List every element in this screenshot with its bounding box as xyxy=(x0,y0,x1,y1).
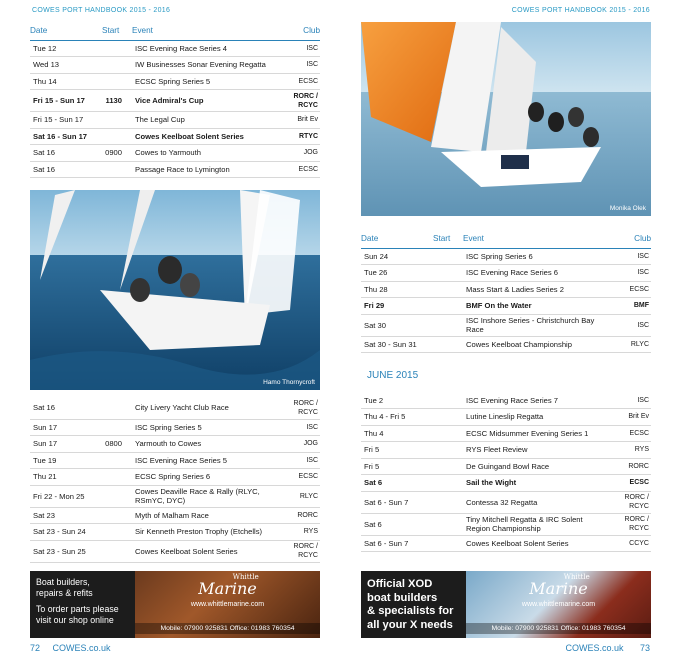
cell-club: Brit Ev xyxy=(276,112,320,129)
table-row xyxy=(30,128,320,145)
cell-club: JOG xyxy=(276,145,320,162)
cell-club: ECSC xyxy=(276,73,320,90)
cell-club: ECSC xyxy=(607,425,651,442)
table-row xyxy=(30,73,320,90)
cell-date: Sat 23 xyxy=(30,507,102,524)
cell-start xyxy=(433,392,463,409)
cell-club: ECSC xyxy=(607,281,651,298)
table-row xyxy=(361,265,651,282)
cell-date: Sat 16 - Sun 17 xyxy=(30,128,102,145)
cell-event: ISC Evening Race Series 5 xyxy=(132,452,276,469)
ad-right-boat-image xyxy=(466,571,651,638)
sailboat-orange-spinnaker-image xyxy=(361,22,651,216)
table-row xyxy=(30,507,320,524)
cell-date: Sun 24 xyxy=(361,248,433,265)
ad-right-website[interactable]: www.whittlemarine.com xyxy=(521,601,596,608)
cell-start xyxy=(102,397,132,419)
sailboat-image xyxy=(30,190,320,390)
table-row xyxy=(361,425,651,442)
cell-date: Thu 4 - Fri 5 xyxy=(361,409,433,426)
cell-date: Tue 12 xyxy=(30,40,102,57)
cell-club: ISC xyxy=(607,248,651,265)
header-event: Event xyxy=(132,22,276,40)
cell-date: Fri 22 - Mon 25 xyxy=(30,485,102,507)
cell-start xyxy=(433,248,463,265)
table-row xyxy=(30,161,320,178)
table-row xyxy=(361,513,651,535)
table-row xyxy=(30,524,320,541)
table-row xyxy=(361,298,651,315)
table-row xyxy=(30,397,320,419)
table-row xyxy=(361,248,651,265)
cell-club: ISC xyxy=(276,419,320,436)
cell-date: Thu 28 xyxy=(361,281,433,298)
cell-start xyxy=(433,535,463,552)
cell-start: 1130 xyxy=(102,90,132,112)
cell-date: Sun 17 xyxy=(30,436,102,453)
cell-club: ISC xyxy=(607,392,651,409)
cell-club: ISC xyxy=(276,40,320,57)
cell-event: BMF On the Water xyxy=(463,298,607,315)
cell-date: Tue 26 xyxy=(361,265,433,282)
table-row xyxy=(30,57,320,74)
cell-club: ISC xyxy=(276,57,320,74)
cell-event: ECSC Spring Series 5 xyxy=(132,73,276,90)
cell-event: RYS Fleet Review xyxy=(463,442,607,459)
running-header-right: COWES PORT HANDBOOK 2015 - 2016 xyxy=(511,7,650,14)
cell-event: ISC Evening Race Series 4 xyxy=(132,40,276,57)
left-column-lower xyxy=(30,397,320,563)
cell-date: Sat 23 - Sun 25 xyxy=(30,540,102,562)
photo-credit-right: Monika Olek xyxy=(609,205,646,212)
page-number-right: 73 xyxy=(639,643,650,653)
cell-event: Cowes Deaville Race & Rally (RLYC, RSmYC, DYC) xyxy=(132,485,276,507)
footer-site-right[interactable]: COWES.co.uk xyxy=(565,643,624,653)
table-row xyxy=(30,485,320,507)
cell-date: Wed 13 xyxy=(30,57,102,74)
table-row xyxy=(30,540,320,562)
table-row xyxy=(361,281,651,298)
table-row xyxy=(361,458,651,475)
cell-start xyxy=(102,507,132,524)
table-row xyxy=(30,452,320,469)
cell-club: RYS xyxy=(276,524,320,541)
cell-event: Passage Race to Lymington xyxy=(132,161,276,178)
cell-start xyxy=(102,485,132,507)
ad-left-website[interactable]: www.whittlemarine.com xyxy=(190,601,265,608)
table-row xyxy=(30,419,320,436)
cell-club: RLYC xyxy=(276,485,320,507)
cell-date: Sat 16 xyxy=(30,397,102,419)
cell-start xyxy=(433,513,463,535)
cell-club: RORC / RCYC xyxy=(276,90,320,112)
cell-club: ISC xyxy=(607,265,651,282)
cell-date: Tue 19 xyxy=(30,452,102,469)
month-heading: JUNE 2015 xyxy=(367,370,419,381)
cell-event: ISC Spring Series 6 xyxy=(463,248,607,265)
cell-club: ECSC xyxy=(276,469,320,486)
cell-date: Thu 21 xyxy=(30,469,102,486)
cell-event: Cowes Keelboat Solent Series xyxy=(132,540,276,562)
ad-right-phones: Mobile: 07900 925831 Office: 01983 760354 xyxy=(466,623,651,634)
cell-start: 0900 xyxy=(102,145,132,162)
cell-club: RORC / RCYC xyxy=(276,540,320,562)
cell-event: The Legal Cup xyxy=(132,112,276,129)
cell-date: Fri 5 xyxy=(361,442,433,459)
table-row xyxy=(30,436,320,453)
header-club-right: Club xyxy=(607,230,651,248)
cell-date: Sun 17 xyxy=(30,419,102,436)
cell-club: RORC xyxy=(607,458,651,475)
cell-start xyxy=(102,128,132,145)
ad-right[interactable] xyxy=(361,571,651,638)
table-row xyxy=(30,145,320,162)
cell-start: 0800 xyxy=(102,436,132,453)
ad-left-text: Boat builders, repairs & refits To order parts please visit our shop online xyxy=(36,577,119,625)
cell-event: Contessa 32 Regatta xyxy=(463,491,607,513)
schedule-table-left-top xyxy=(30,22,320,178)
cell-date: Sat 6 - Sun 7 xyxy=(361,535,433,552)
header-start: Start xyxy=(102,22,132,40)
cell-start xyxy=(433,336,463,353)
cell-date: Tue 2 xyxy=(361,392,433,409)
right-column xyxy=(361,230,651,353)
cell-date: Thu 4 xyxy=(361,425,433,442)
header-start-right: Start xyxy=(433,230,463,248)
cell-club: RYS xyxy=(607,442,651,459)
header-club: Club xyxy=(276,22,320,40)
cell-club: Brit Ev xyxy=(607,409,651,426)
cell-club: RORC / RCYC xyxy=(607,513,651,535)
cell-date: Thu 14 xyxy=(30,73,102,90)
cell-start xyxy=(102,161,132,178)
cell-club: CCYC xyxy=(607,535,651,552)
cell-start xyxy=(102,112,132,129)
cell-event: Cowes Keelboat Solent Series xyxy=(132,128,276,145)
cell-event: De Guingand Bowl Race xyxy=(463,458,607,475)
cell-event: Sail the Wight xyxy=(463,475,607,492)
cell-event: Sir Kenneth Preston Trophy (Etchells) xyxy=(132,524,276,541)
whittle-marine-logo: Whittle Marine xyxy=(198,573,259,598)
table-row xyxy=(361,535,651,552)
cell-date: Sat 16 xyxy=(30,145,102,162)
photo-credit-left: Hamo Thornycroft xyxy=(263,379,315,386)
cell-event: Mass Start & Ladies Series 2 xyxy=(463,281,607,298)
page-number-left: 72 xyxy=(30,643,41,653)
cell-start xyxy=(102,57,132,74)
cell-event: Lutine Lineslip Regatta xyxy=(463,409,607,426)
cell-event: Myth of Malham Race xyxy=(132,507,276,524)
cell-start xyxy=(433,265,463,282)
footer-right xyxy=(565,643,650,653)
ad-right-text: Official XOD boat builders & specialists for all your X needs xyxy=(367,578,454,631)
cell-start xyxy=(433,314,463,336)
cell-event: ECSC Midsummer Evening Series 1 xyxy=(463,425,607,442)
footer-left xyxy=(30,643,111,653)
cell-date: Fri 15 - Sun 17 xyxy=(30,90,102,112)
table-row xyxy=(30,469,320,486)
sailing-photo-left xyxy=(30,190,320,390)
cell-start xyxy=(102,73,132,90)
cell-event: ECSC Spring Series 6 xyxy=(132,469,276,486)
cell-date: Sat 6 xyxy=(361,475,433,492)
cell-club: BMF xyxy=(607,298,651,315)
cell-date: Fri 5 xyxy=(361,458,433,475)
cell-start xyxy=(102,469,132,486)
cell-event: Cowes Keelboat Solent Series xyxy=(463,535,607,552)
cell-date: Sat 16 xyxy=(30,161,102,178)
ad-left-phones: Mobile: 07900 925831 Office: 01983 760354 xyxy=(135,623,320,634)
table-row xyxy=(30,40,320,57)
cell-date: Fri 15 - Sun 17 xyxy=(30,112,102,129)
left-column xyxy=(30,22,320,178)
cell-start xyxy=(433,458,463,475)
cell-club: ECSC xyxy=(276,161,320,178)
cell-start xyxy=(102,419,132,436)
cell-club: RORC / RCYC xyxy=(276,397,320,419)
cell-start xyxy=(433,281,463,298)
table-row xyxy=(30,112,320,129)
table-row xyxy=(361,392,651,409)
cell-date: Sat 23 - Sun 24 xyxy=(30,524,102,541)
cell-event: Yarmouth to Cowes xyxy=(132,436,276,453)
header-date: Date xyxy=(30,22,102,40)
cell-event: Cowes to Yarmouth xyxy=(132,145,276,162)
running-header-left: COWES PORT HANDBOOK 2015 - 2016 xyxy=(32,7,171,14)
cell-event: Vice Admiral's Cup xyxy=(132,90,276,112)
cell-date: Sat 6 - Sun 7 xyxy=(361,491,433,513)
cell-event: ISC Evening Race Series 7 xyxy=(463,392,607,409)
cell-event: ISC Evening Race Series 6 xyxy=(463,265,607,282)
table-row xyxy=(361,491,651,513)
table-row xyxy=(361,336,651,353)
schedule-table-right-top xyxy=(361,230,651,353)
cell-start xyxy=(102,524,132,541)
table-row xyxy=(361,475,651,492)
cell-date: Sat 30 xyxy=(361,314,433,336)
cell-date: Sat 6 xyxy=(361,513,433,535)
header-event-right: Event xyxy=(463,230,607,248)
cell-date: Fri 29 xyxy=(361,298,433,315)
table-row xyxy=(361,409,651,426)
table-row xyxy=(30,90,320,112)
cell-start xyxy=(102,40,132,57)
cell-club: ISC xyxy=(607,314,651,336)
cell-start xyxy=(433,442,463,459)
cell-club: RTYC xyxy=(276,128,320,145)
cell-event: Tiny Mitchell Regatta & IRC Solent Region Championship xyxy=(463,513,607,535)
cell-event: Cowes Keelboat Championship xyxy=(463,336,607,353)
cell-start xyxy=(433,409,463,426)
cell-club: RLYC xyxy=(607,336,651,353)
cell-club: RORC xyxy=(276,507,320,524)
cell-club: RORC / RCYC xyxy=(607,491,651,513)
ad-left-boat-image xyxy=(135,571,320,638)
cell-start xyxy=(102,540,132,562)
cell-date: Sat 30 - Sun 31 xyxy=(361,336,433,353)
table-row xyxy=(361,314,651,336)
cell-club: JOG xyxy=(276,436,320,453)
cell-club: ISC xyxy=(276,452,320,469)
table-row xyxy=(361,442,651,459)
footer-site-left[interactable]: COWES.co.uk xyxy=(52,643,111,653)
cell-event: IW Businesses Sonar Evening Regatta xyxy=(132,57,276,74)
cell-event: City Livery Yacht Club Race xyxy=(132,397,276,419)
whittle-marine-logo-right: Whittle Marine xyxy=(529,573,590,598)
cell-event: ISC Inshore Series - Christchurch Bay Race xyxy=(463,314,607,336)
cell-start xyxy=(433,491,463,513)
schedule-table-right-bottom xyxy=(361,392,651,552)
schedule-table-left-bottom xyxy=(30,397,320,563)
cell-start xyxy=(102,452,132,469)
cell-start xyxy=(433,298,463,315)
cell-start xyxy=(433,475,463,492)
header-date-right: Date xyxy=(361,230,433,248)
cell-club: ECSC xyxy=(607,475,651,492)
cell-event: ISC Spring Series 5 xyxy=(132,419,276,436)
cell-start xyxy=(433,425,463,442)
ad-left[interactable] xyxy=(30,571,320,638)
sailing-photo-right xyxy=(361,22,651,216)
right-column-lower xyxy=(361,392,651,552)
